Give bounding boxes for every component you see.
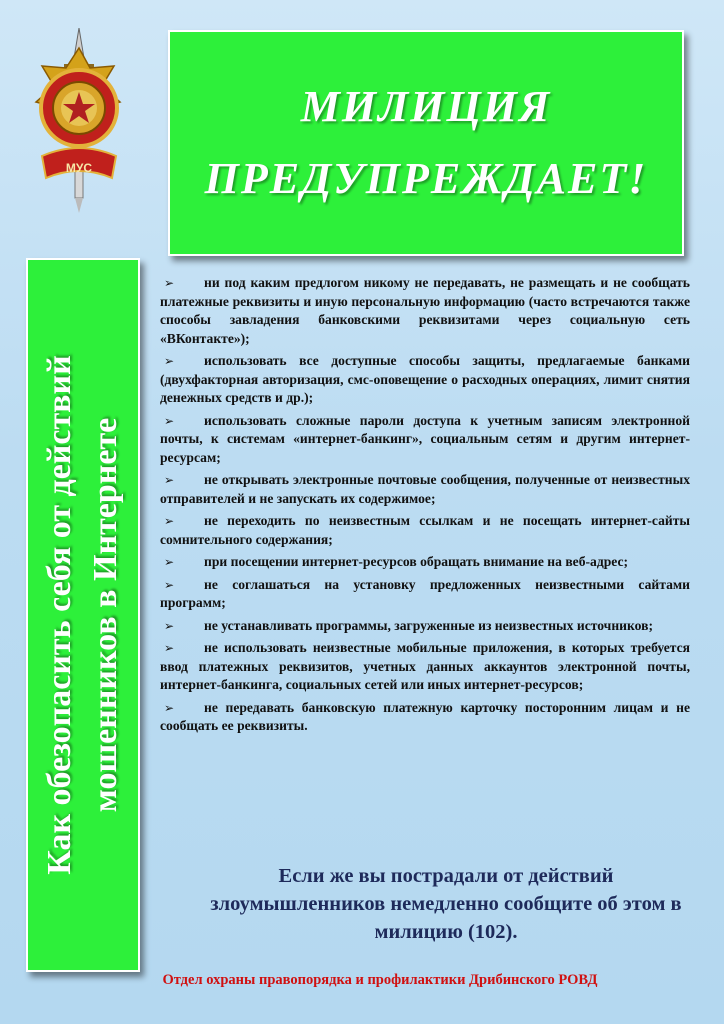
title-line-1: МИЛИЦИЯ (300, 82, 552, 131)
list-item: ➢ не устанавливать программы, загруженные из неизвестных источников; (160, 617, 690, 636)
emblem-label: МУС (65, 161, 93, 175)
list-item: ➢ при посещении интернет-ресурсов обращать внимание на веб-адрес; (160, 553, 690, 572)
arrow-bullet-icon: ➢ (164, 354, 175, 368)
report-note: Если же вы пострадали от действий злоумышленников немедленно сообщите об этом в милицию (102). (210, 865, 682, 943)
arrow-bullet-icon: ➢ (164, 577, 175, 592)
side-banner-text: Как обезопасить себя от действий мошенников в Интернете (41, 355, 124, 875)
police-emblem (24, 28, 134, 218)
side-banner (26, 258, 140, 972)
title-banner (168, 30, 684, 256)
list-item: ➢ не передавать банковскую платежную карточку посторонним лицам и не сообщать ее реквизиты. (160, 699, 690, 733)
list-item: ➢ не открывать электронные почтовые сообщения, полученные от неизвестных отправителей и не запускать их содержимое; (160, 472, 690, 506)
list-item: ➢ ни под каким предлогом никому не передавать, не размещать и не сообщать платежные реквизиты и иную персональную информацию (часто встречаются также способы завладения банковскими реквизитами через социальную сеть «ВКонтакте»); (160, 275, 690, 346)
arrow-bullet-icon: ➢ (164, 276, 175, 290)
arrow-bullet-icon: ➢ (164, 514, 175, 528)
arrow-bullet-icon: ➢ (164, 618, 175, 633)
arrow-bullet-icon: ➢ (164, 700, 175, 715)
list-item: ➢ использовать все доступные способы защиты, предлагаемые банками (двухфакторная авторизация, смс-оповещение о расходных операциях, лимит снятия денежных средств и др.); (160, 353, 690, 405)
arrow-bullet-icon: ➢ (164, 413, 175, 428)
list-item: ➢ использовать сложные пароли доступа к учетным записям электронной почты, к системам «интернет-банкинг», социальным сетям и другим интернет-ресурсам; (160, 412, 690, 465)
arrow-bullet-icon: ➢ (164, 641, 175, 655)
list-item: ➢ не использовать неизвестные мобильные приложения, в которых требуется ввод платежных реквизитов, учетных данных аккаунтов электронной почты, интернет-банкинга, социальных сетей или иных интернет-ресурсов; (160, 640, 690, 692)
title-line-2: ПРЕДУПРЕЖДАЕТ! (204, 154, 648, 203)
footer-department: Отдел охраны правопорядка и профилактики Дрибинского РОВД (162, 972, 598, 988)
arrow-bullet-icon: ➢ (164, 473, 175, 487)
advice-list (160, 274, 690, 740)
list-item: ➢ не соглашаться на установку предложенных неизвестными сайтами программ; (160, 576, 690, 610)
arrow-bullet-icon: ➢ (164, 555, 175, 569)
list-item: ➢ не переходить по неизвестным ссылкам и не посещать интернет-сайты сомнительного содержания; (160, 513, 690, 547)
